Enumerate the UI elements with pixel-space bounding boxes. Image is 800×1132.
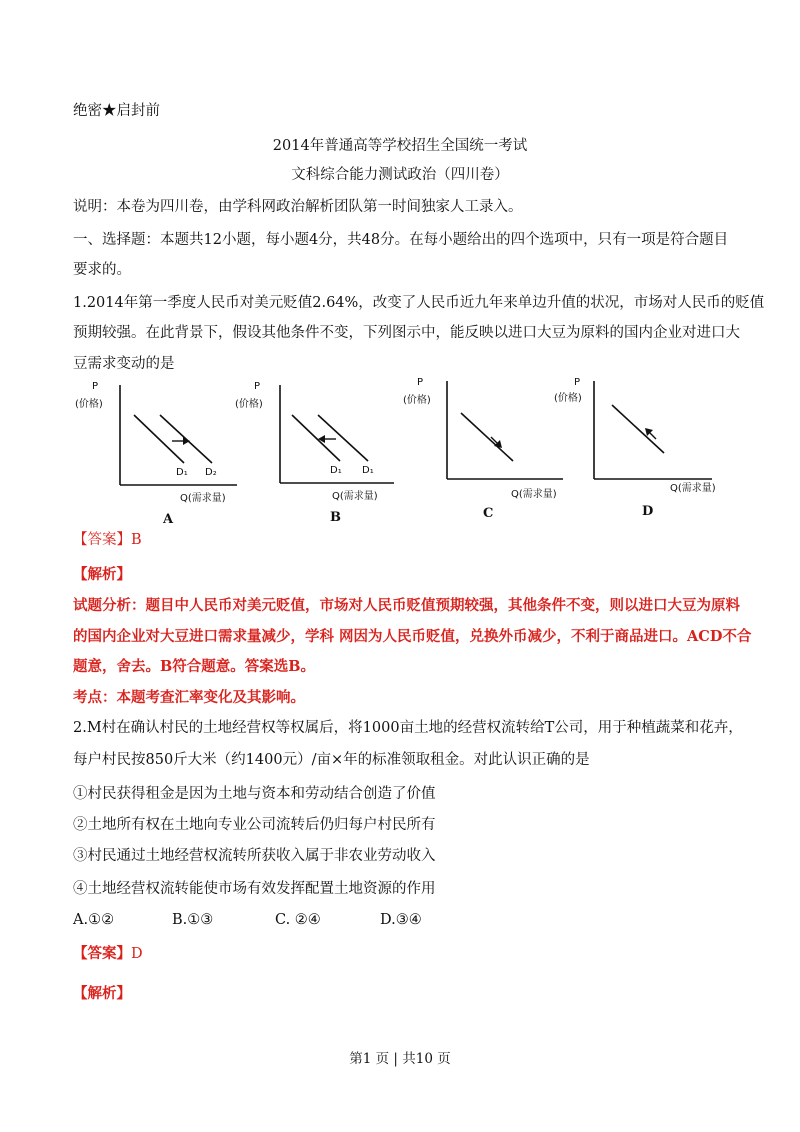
q2-text-line1: 2.M村在确认村民的土地经营权等权属后，将1000亩土地的经营权流转给T公司，用于种植蔬菜和花卉， (73, 720, 743, 736)
graph-d (552, 375, 722, 525)
exam-title: 2014年普通高等学校招生全国统一考试 (272, 138, 528, 154)
graph-b-d1-label: D₁ (330, 465, 342, 476)
q1-analysis-label: 【解析】 (73, 566, 131, 583)
graph-c-letter: C (483, 506, 494, 521)
graph-d-p-label: P (574, 377, 581, 388)
q2-option-4: ④土地经营权流转能使市场有效发挥配置土地资源的作用 (73, 881, 436, 897)
q1-key-point: 考点：本题考查汇率变化及其影响。 (73, 689, 305, 706)
graph-c (403, 375, 573, 525)
q1-analysis-line2: 的国内企业对大豆进口需求量减少，学科 网因为人民币贬值，兑换外币减少，不利于商品进口。ACD不合 (73, 628, 752, 645)
graph-c-q-label: Q(需求量) (511, 489, 557, 500)
q1-analysis-line1: 试题分析：题目中人民币对美元贬值，市场对人民币贬值预期较强，其他条件不变，则以进口大豆为原料 (73, 597, 740, 614)
q2-text-line2: 每户村民按850斤大米（约1400元）/亩×年的标准领取租金。对此认识正确的是 (73, 752, 590, 768)
graph-a-letter: A (163, 512, 174, 525)
q2-answer-value: D (131, 946, 143, 962)
graph-a-q-label: Q(需求量) (180, 493, 226, 504)
graph-d-price-label: (价格) (554, 393, 582, 404)
q2-choice-a: A.①② (73, 912, 115, 928)
q1-text-line1: 1.2014年第一季度人民币对美元贬值2.64%，改变了人民币近九年来单边升值的状况，市场对人民币的贬值 (73, 295, 765, 311)
section-heading-line2: 要求的。 (73, 262, 131, 278)
graph-a-d2-label: D₂ (205, 467, 217, 478)
graph-b-letter: B (330, 510, 341, 525)
q2-analysis-label: 【解析】 (73, 985, 131, 1002)
q2-choice-c: C. ②④ (275, 912, 321, 928)
graph-c-price-label: (价格) (403, 395, 431, 406)
graph-a-d1-label: D₁ (176, 467, 188, 478)
secret-header: 绝密★启封前 (73, 103, 160, 119)
q2-option-1: ①村民获得租金是因为土地与资本和劳动结合创造了价值 (73, 786, 436, 802)
page-footer: 第1 页 | 共10 页 (349, 1051, 451, 1067)
q2-choice-b: B.①③ (172, 912, 214, 928)
graph-c-p-label: P (417, 377, 424, 388)
graph-d-letter: D (642, 504, 654, 519)
q2-answer-label: 【答案】 (73, 945, 131, 962)
q1-text-line2: 预期较强。在此背景下，假设其他条件不变，下列图示中，能反映以进口大豆为原料的国内企业对进口大 (73, 325, 740, 341)
section-heading-line1: 一、选择题：本题共12小题，每小题4分，共48分。在每小题给出的四个选项中，只有一项是符合题目 (73, 232, 729, 248)
q2-choice-d: D.③④ (380, 912, 422, 928)
graph-b-d1b-label: D₁ (362, 465, 374, 476)
intro-note: 说明：本卷为四川卷，由学科网政治解析团队第一时间独家人工录入。 (73, 199, 523, 215)
q2-option-2: ②土地所有权在土地向专业公司流转后仍归每户村民所有 (73, 817, 436, 833)
q2-answer (73, 944, 740, 964)
exam-subtitle: 文科综合能力测试政治（四川卷） (291, 167, 509, 183)
graph-b (232, 375, 402, 525)
graph-b-price-label: (价格) (235, 399, 263, 410)
graph-b-p-label: P (254, 381, 261, 392)
graph-a-price-label: (价格) (75, 399, 103, 410)
q1-analysis-line3: 题意，舍去。B符合题意。答案选B。 (73, 658, 316, 675)
graph-b-q-label: Q(需求量) (332, 491, 378, 502)
q1-answer: 【答案】B (73, 532, 142, 548)
q2-option-3: ③村民通过土地经营权流转所获收入属于非农业劳动收入 (73, 848, 436, 864)
graph-d-q-label: Q(需求量) (670, 483, 716, 494)
q1-text-line3: 豆需求变动的是 (73, 356, 175, 372)
graph-a-p-label: P (92, 381, 99, 392)
graph-a (72, 375, 242, 525)
